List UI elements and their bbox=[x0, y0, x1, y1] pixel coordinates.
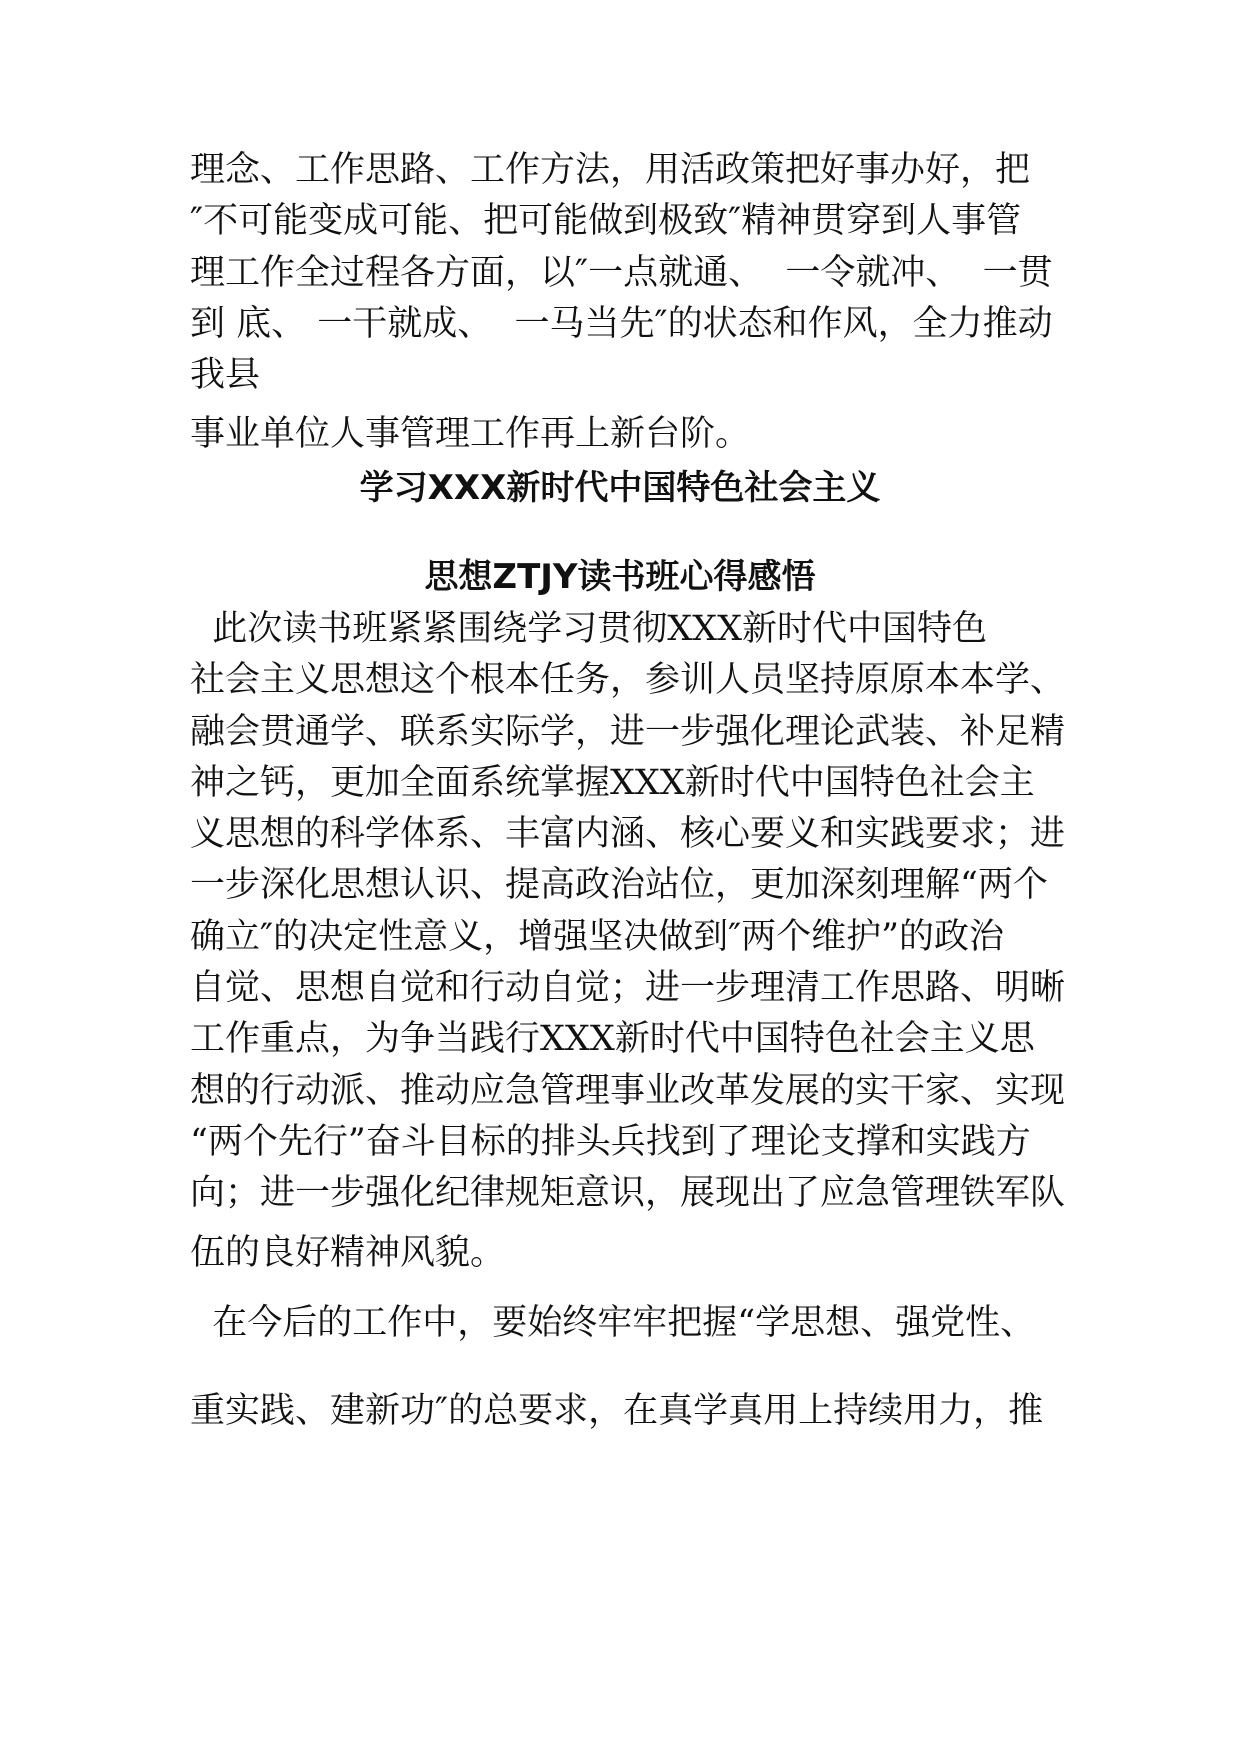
paragraph-line: 向；进一步强化纪律规矩意识，展现出了应急管理铁军队 bbox=[190, 1173, 1066, 1213]
paragraph-line: 神之钙，更加全面系统掌握XXX新时代中国特色社会主 bbox=[190, 763, 1035, 803]
paragraph-line: 理念、工作思路、工作方法，用活政策把好事办好，把 bbox=[190, 150, 1031, 190]
paragraph-line: 社会主义思想这个根本任务，参训人员坚持原原本本学、 bbox=[190, 660, 1066, 700]
paragraph-line: 我县 bbox=[190, 355, 261, 395]
paragraph-line: 自觉、思想自觉和行动自觉；进一步理清工作思路、明晰 bbox=[190, 968, 1066, 1008]
paragraph-line: 到 底、 一干就成、 一马当先″的状态和作风，全力推动 bbox=[190, 304, 1053, 344]
paragraph-line: 一步深化思想认识、提高政治站位，更加深刻理解“两个 bbox=[190, 865, 1048, 905]
paragraph-line: 事业单位人事管理工作再上新台阶。 bbox=[190, 414, 751, 454]
paragraph-line: 在今后的工作中，要始终牢牢把握“学思想、强党性、 bbox=[190, 1303, 1036, 1343]
article-title-line-1: 学习XXX新时代中国特色社会主义 bbox=[359, 468, 881, 508]
paragraph-line: ″不可能变成可能、把可能做到极致″精神贯穿到人事管 bbox=[190, 201, 1022, 241]
paragraph-line: “两个先行”奋斗目标的排头兵找到了理论支撑和实践方 bbox=[190, 1122, 1031, 1162]
paragraph-line: 想的行动派、推动应急管理事业改革发展的实干家、实现 bbox=[190, 1071, 1066, 1111]
paragraph-line: 工作重点，为争当践行XXX新时代中国特色社会主义思 bbox=[190, 1019, 1035, 1059]
paragraph-line: 此次读书班紧紧围绕学习贯彻XXX新时代中国特色 bbox=[190, 609, 988, 649]
paragraph-line: 融会贯通学、联系实际学，进一步强化理论武装、补足精 bbox=[190, 712, 1066, 752]
paragraph-line: 义思想的科学体系、丰富内涵、核心要义和实践要求；进 bbox=[190, 814, 1066, 854]
paragraph-line: 重实践、建新功″的总要求，在真学真用上持续用力，推 bbox=[190, 1391, 1044, 1431]
paragraph-line: 确立″的决定性意义，增强坚决做到″两个维护”的政治 bbox=[190, 917, 1005, 957]
paragraph-line: 伍的良好精神风貌。 bbox=[190, 1233, 506, 1273]
paragraph-line: 理工作全过程各方面，以″一点就通、 一令就冲、 一贯 bbox=[190, 253, 1053, 293]
article-title-line-2: 思想ZTJY读书班心得感悟 bbox=[424, 557, 816, 597]
